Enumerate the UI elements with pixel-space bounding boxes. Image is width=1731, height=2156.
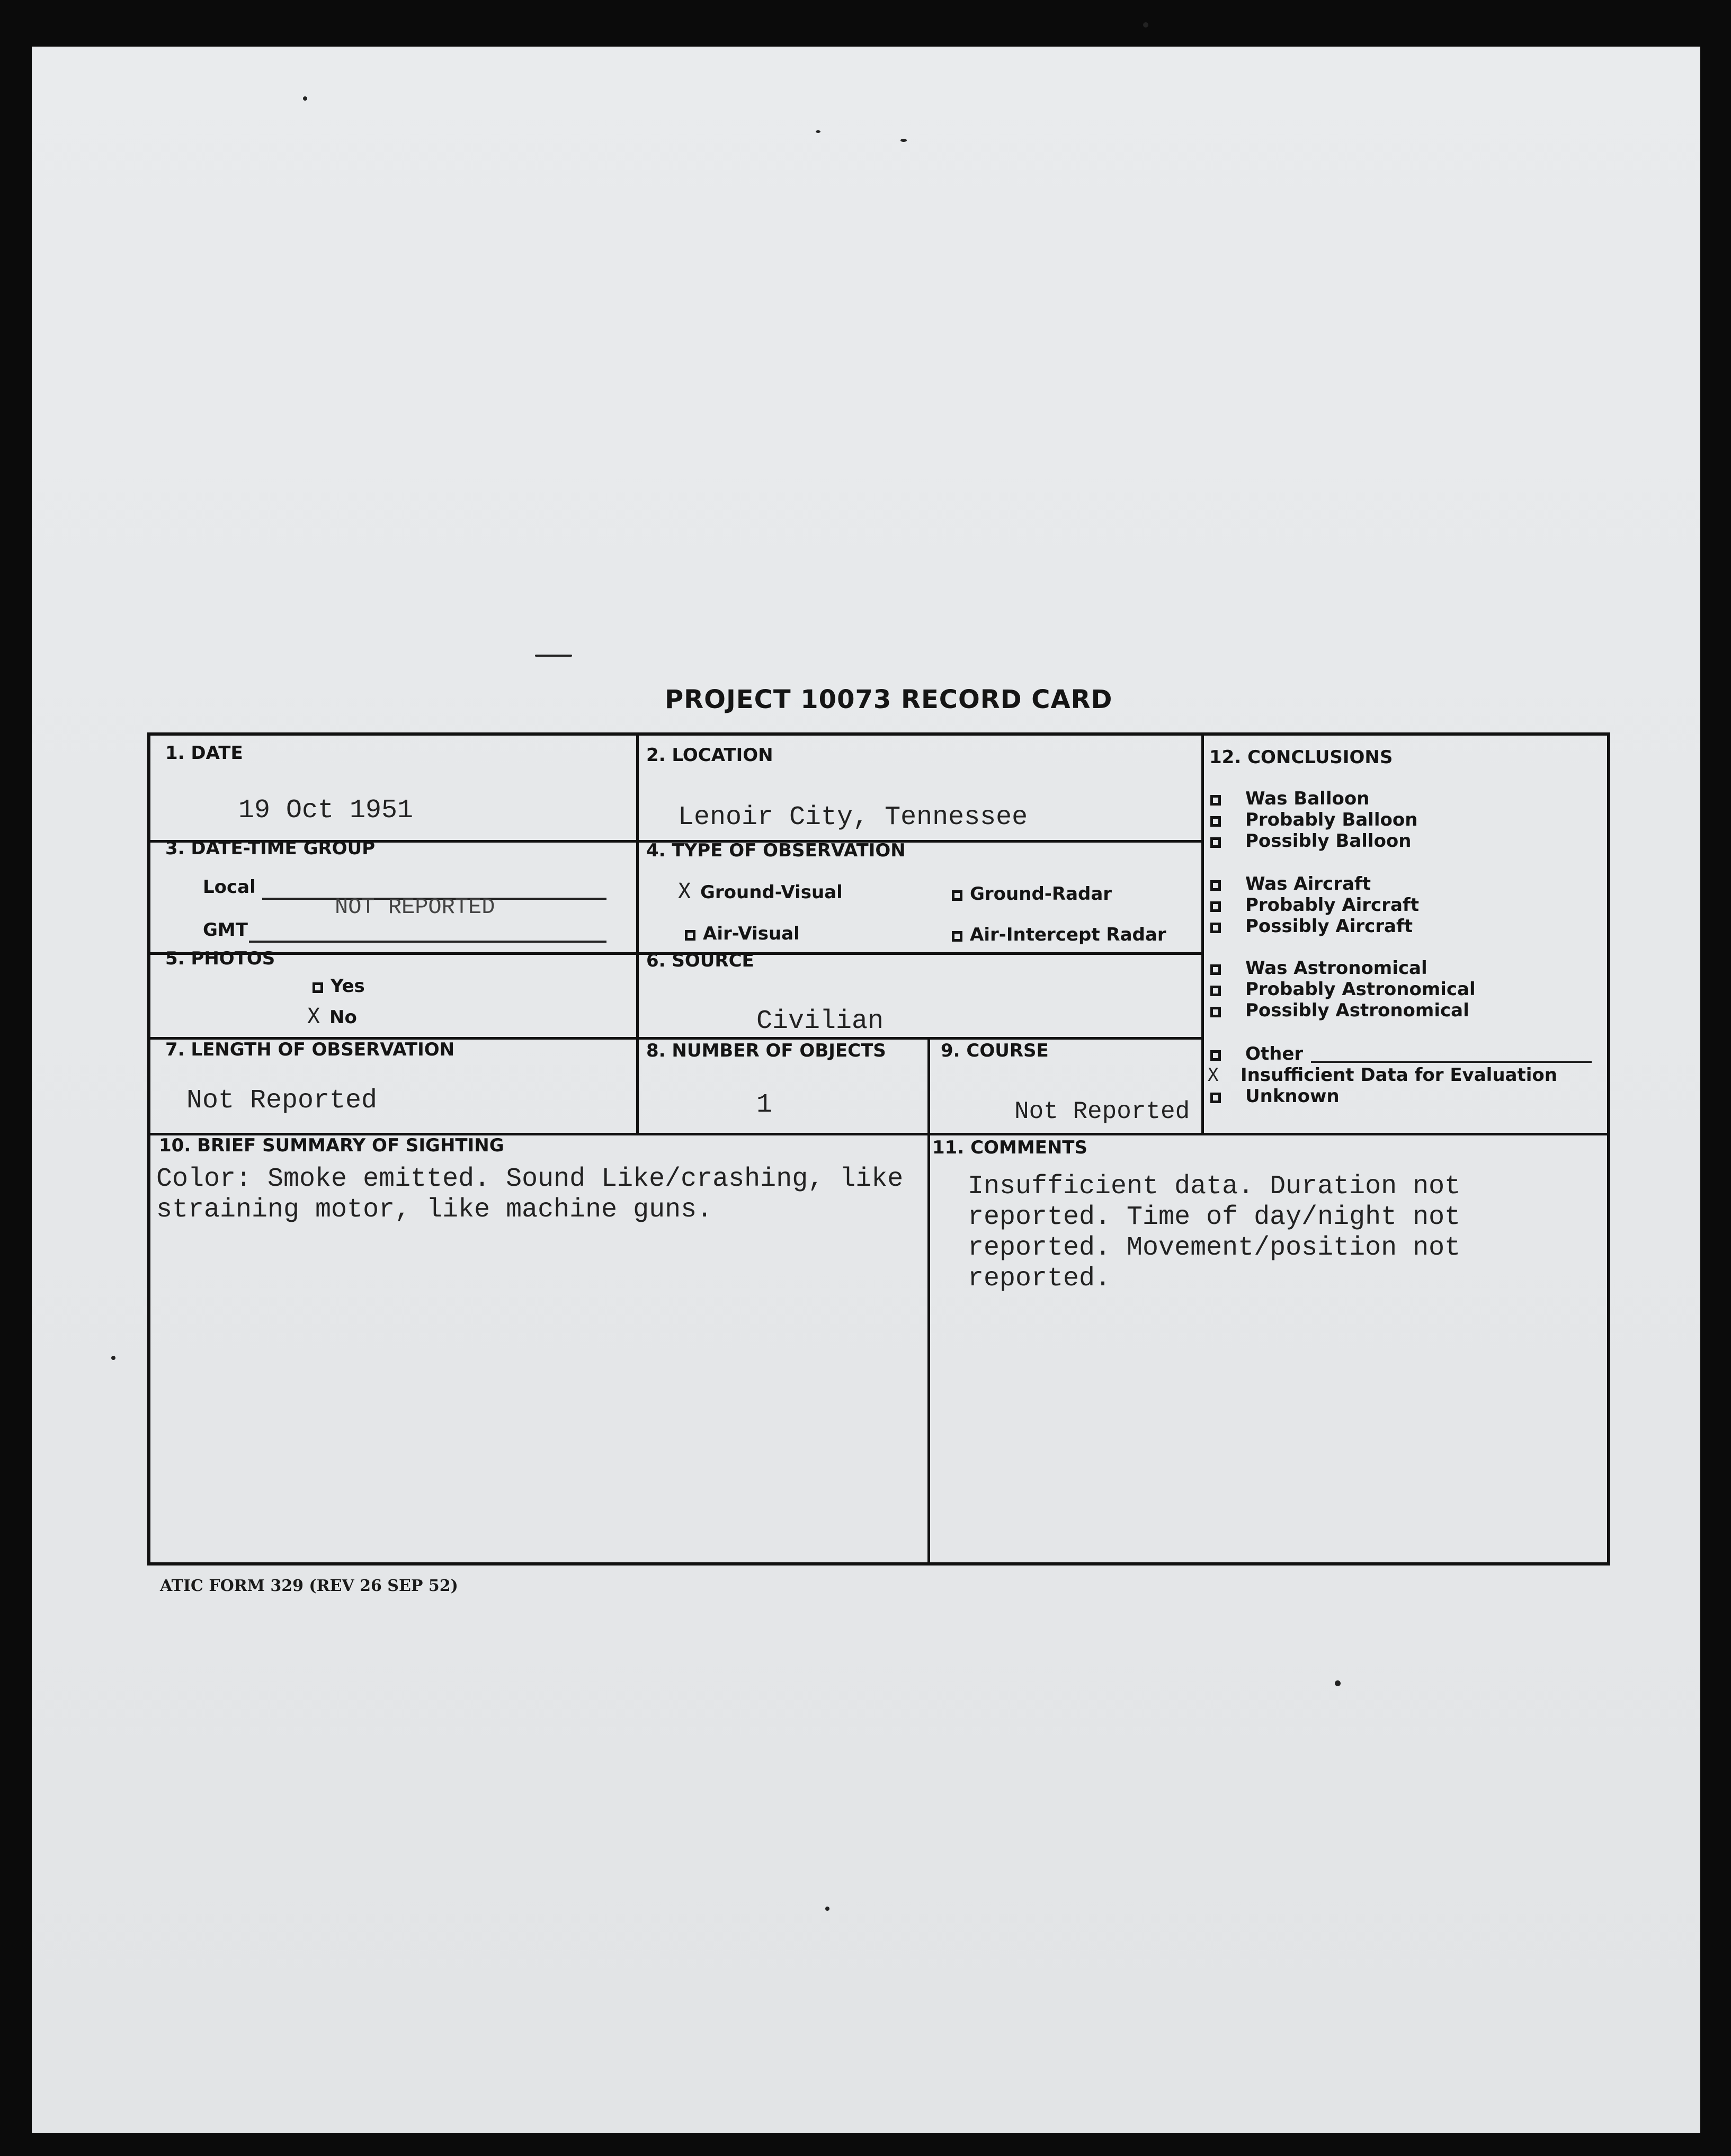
date-time-group-label: 3. DATE-TIME GROUP bbox=[165, 838, 376, 859]
film-speck bbox=[825, 1907, 829, 1911]
option-photos-no[interactable] bbox=[307, 1004, 357, 1028]
conclusion-was-astronomical[interactable] bbox=[1210, 958, 1427, 979]
film-speck bbox=[1335, 1680, 1341, 1686]
conclusions-label: 12. CONCLUSIONS bbox=[1209, 747, 1393, 768]
checkbox-empty[interactable] bbox=[952, 931, 962, 942]
grid-line bbox=[927, 1037, 930, 1565]
brief-summary-text bbox=[156, 1164, 903, 1225]
grid-line bbox=[1201, 736, 1204, 1133]
course-value: Not Reported bbox=[1014, 1098, 1190, 1125]
film-speck bbox=[111, 1356, 115, 1360]
conclusion-probably-balloon[interactable] bbox=[1210, 809, 1417, 830]
length-of-observation-value: Not Reported bbox=[186, 1086, 378, 1116]
film-speck bbox=[535, 655, 572, 657]
option-label: Was Balloon bbox=[1245, 788, 1370, 809]
comments-line: reported. Movement/position not bbox=[968, 1233, 1461, 1263]
conclusion-probably-aircraft[interactable] bbox=[1210, 894, 1419, 916]
checkbox-empty[interactable] bbox=[1210, 901, 1221, 912]
grid-line bbox=[636, 736, 639, 1133]
location-value: Lenoir City, Tennessee bbox=[678, 802, 1028, 833]
checkbox-empty[interactable] bbox=[1210, 816, 1221, 827]
location-label: 2. LOCATION bbox=[646, 745, 773, 766]
checkbox-empty[interactable] bbox=[1210, 923, 1221, 933]
conclusion-possibly-aircraft[interactable] bbox=[1210, 916, 1413, 937]
option-ground-visual[interactable] bbox=[678, 879, 843, 903]
number-of-objects-value: 1 bbox=[756, 1090, 773, 1120]
option-label: Ground-Radar bbox=[970, 883, 1112, 905]
film-speck bbox=[1143, 22, 1148, 28]
form-footer: ATIC FORM 329 (REV 26 SEP 52) bbox=[160, 1577, 458, 1595]
date-value: 19 Oct 1951 bbox=[238, 795, 414, 826]
comments-text bbox=[968, 1171, 1460, 1294]
comments-label: 11. COMMENTS bbox=[932, 1137, 1087, 1158]
option-label: Ground-Visual bbox=[700, 882, 843, 903]
checkbox-empty[interactable] bbox=[1210, 1093, 1221, 1103]
option-air-intercept-radar[interactable] bbox=[952, 924, 1166, 945]
checkbox-empty[interactable] bbox=[1210, 880, 1221, 891]
checkbox-empty[interactable] bbox=[313, 982, 323, 993]
film-speck bbox=[900, 139, 907, 142]
option-photos-yes[interactable] bbox=[313, 976, 365, 997]
local-label: Local bbox=[203, 876, 256, 898]
check-mark: X bbox=[678, 879, 691, 903]
option-label: Insufficient Data for Evaluation bbox=[1241, 1064, 1557, 1086]
comments-line: reported. bbox=[968, 1264, 1111, 1294]
option-label: Probably Balloon bbox=[1245, 809, 1418, 830]
source-label: 6. SOURCE bbox=[646, 950, 754, 971]
comments-line: reported. Time of day/night not bbox=[968, 1202, 1461, 1232]
option-label: Possibly Aircraft bbox=[1245, 916, 1413, 937]
conclusion-possibly-astronomical[interactable] bbox=[1210, 1000, 1469, 1021]
checkbox-empty[interactable] bbox=[1210, 795, 1221, 806]
card-title: PROJECT 10073 RECORD CARD bbox=[665, 685, 1113, 714]
option-label: Probably Astronomical bbox=[1245, 979, 1476, 1000]
option-label: Unknown bbox=[1245, 1086, 1340, 1107]
photos-label: 5. PHOTOS bbox=[165, 948, 275, 969]
option-label: Possibly Astronomical bbox=[1245, 1000, 1469, 1021]
checkbox-empty[interactable] bbox=[685, 930, 695, 941]
option-label: Other bbox=[1245, 1043, 1304, 1064]
conclusion-unknown[interactable] bbox=[1210, 1086, 1340, 1107]
gmt-label: GMT bbox=[203, 919, 248, 941]
number-of-objects-label: 8. NUMBER OF OBJECTS bbox=[646, 1040, 886, 1061]
conclusion-probably-astronomical[interactable] bbox=[1210, 979, 1476, 1000]
comments-line: Insufficient data. Duration not bbox=[968, 1171, 1461, 1202]
option-label: No bbox=[329, 1007, 357, 1028]
summary-line: Color: Smoke emitted. Sound Like/crashing, like bbox=[156, 1164, 904, 1194]
option-label: Probably Aircraft bbox=[1245, 894, 1419, 916]
checkbox-empty[interactable] bbox=[1210, 964, 1221, 975]
check-mark: X bbox=[307, 1004, 320, 1028]
check-mark: X bbox=[1208, 1064, 1219, 1086]
film-speck bbox=[303, 96, 307, 101]
option-air-visual[interactable] bbox=[685, 923, 800, 944]
option-label: Air-Intercept Radar bbox=[970, 924, 1166, 945]
conclusion-insufficient-data[interactable] bbox=[1208, 1064, 1557, 1086]
course-label: 9. COURSE bbox=[941, 1040, 1049, 1061]
conclusion-other[interactable] bbox=[1210, 1043, 1303, 1064]
option-label: Possibly Balloon bbox=[1245, 830, 1412, 852]
checkbox-empty[interactable] bbox=[952, 890, 962, 901]
checkbox-empty[interactable] bbox=[1210, 1050, 1221, 1061]
option-label: Was Astronomical bbox=[1245, 958, 1427, 979]
date-label: 1. DATE bbox=[165, 742, 243, 764]
option-ground-radar[interactable] bbox=[952, 883, 1112, 905]
conclusion-possibly-balloon[interactable] bbox=[1210, 830, 1412, 852]
summary-line: straining motor, like machine guns. bbox=[156, 1195, 713, 1225]
type-of-observation-label: 4. TYPE OF OBSERVATION bbox=[646, 840, 906, 861]
option-label: Air-Visual bbox=[703, 923, 800, 944]
other-underline bbox=[1311, 1061, 1592, 1063]
source-value: Civilian bbox=[756, 1006, 884, 1036]
option-label: Was Aircraft bbox=[1245, 873, 1371, 894]
brief-summary-label: 10. BRIEF SUMMARY OF SIGHTING bbox=[159, 1135, 504, 1156]
conclusion-was-balloon[interactable] bbox=[1210, 788, 1369, 809]
date-time-group-value: NOT REPORTED bbox=[335, 894, 495, 920]
length-of-observation-label: 7. LENGTH OF OBSERVATION bbox=[165, 1039, 455, 1060]
gmt-underline bbox=[249, 941, 606, 943]
checkbox-empty[interactable] bbox=[1210, 1007, 1221, 1017]
checkbox-empty[interactable] bbox=[1210, 837, 1221, 848]
checkbox-empty[interactable] bbox=[1210, 986, 1221, 996]
film-speck bbox=[816, 130, 820, 133]
conclusion-was-aircraft[interactable] bbox=[1210, 873, 1371, 894]
option-label: Yes bbox=[331, 976, 365, 997]
